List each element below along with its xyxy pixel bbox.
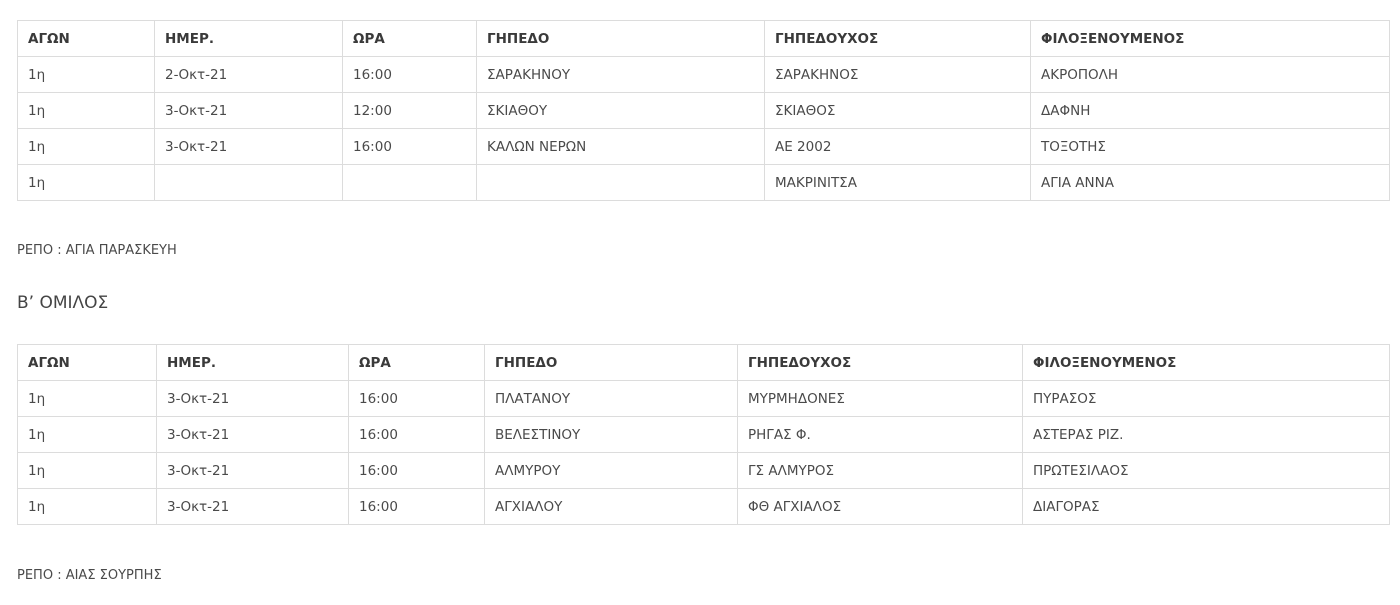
cell-time bbox=[343, 165, 477, 201]
cell-date: 3-Οκτ-21 bbox=[157, 489, 349, 525]
table-row bbox=[18, 381, 1390, 417]
table-row bbox=[18, 417, 1390, 453]
group-b-title: Β’ ΟΜΙΛΟΣ bbox=[17, 293, 109, 313]
header-date: ΗΜΕΡ. bbox=[155, 21, 343, 57]
table-row bbox=[18, 489, 1390, 525]
header-away-team: ΦΙΛΟΞΕΝΟΥΜΕΝΟΣ bbox=[1023, 345, 1390, 381]
cell-agon: 1η bbox=[18, 417, 157, 453]
cell-date: 3-Οκτ-21 bbox=[155, 129, 343, 165]
cell-venue: ΚΑΛΩΝ ΝΕΡΩΝ bbox=[477, 129, 765, 165]
cell-agon: 1η bbox=[18, 165, 155, 201]
cell-home-team: ΦΘ ΑΓΧΙΑΛΟΣ bbox=[738, 489, 1023, 525]
table-row bbox=[18, 129, 1390, 165]
cell-agon: 1η bbox=[18, 489, 157, 525]
cell-home-team: ΑΕ 2002 bbox=[765, 129, 1031, 165]
cell-time: 16:00 bbox=[349, 381, 485, 417]
cell-venue: ΑΛΜΥΡΟΥ bbox=[485, 453, 738, 489]
header-agon: ΑΓΩΝ bbox=[18, 345, 157, 381]
cell-away-team: ΔΙΑΓΟΡΑΣ bbox=[1023, 489, 1390, 525]
cell-date: 2-Οκτ-21 bbox=[155, 57, 343, 93]
cell-agon: 1η bbox=[18, 381, 157, 417]
cell-date: 3-Οκτ-21 bbox=[157, 417, 349, 453]
cell-time: 12:00 bbox=[343, 93, 477, 129]
cell-home-team: ΡΗΓΑΣ Φ. bbox=[738, 417, 1023, 453]
cell-away-team: ΠΡΩΤΕΣΙΛΑΟΣ bbox=[1023, 453, 1390, 489]
cell-date: 3-Οκτ-21 bbox=[157, 453, 349, 489]
bye-team-note: ΡΕΠΟ : ΑΙΑΣ ΣΟΥΡΠΗΣ bbox=[17, 568, 162, 583]
cell-home-team: ΓΣ ΑΛΜΥΡΟΣ bbox=[738, 453, 1023, 489]
cell-time: 16:00 bbox=[349, 453, 485, 489]
cell-away-team: ΑΓΙΑ ΑΝΝΑ bbox=[1031, 165, 1390, 201]
cell-agon: 1η bbox=[18, 129, 155, 165]
fixtures-table-group-a bbox=[17, 20, 1390, 201]
cell-away-team: ΤΟΞΟΤΗΣ bbox=[1031, 129, 1390, 165]
header-venue: ΓΗΠΕΔΟ bbox=[485, 345, 738, 381]
cell-agon: 1η bbox=[18, 453, 157, 489]
cell-home-team: ΜΑΚΡΙΝΙΤΣΑ bbox=[765, 165, 1031, 201]
header-home-team: ΓΗΠΕΔΟΥΧΟΣ bbox=[738, 345, 1023, 381]
cell-venue: ΠΛΑΤΑΝΟΥ bbox=[485, 381, 738, 417]
cell-home-team: ΣΑΡΑΚΗΝΟΣ bbox=[765, 57, 1031, 93]
cell-home-team: ΜΥΡΜΗΔΟΝΕΣ bbox=[738, 381, 1023, 417]
cell-time: 16:00 bbox=[349, 489, 485, 525]
header-agon: ΑΓΩΝ bbox=[18, 21, 155, 57]
table-header-row bbox=[18, 21, 1390, 57]
cell-away-team: ΑΚΡΟΠΟΛΗ bbox=[1031, 57, 1390, 93]
cell-time: 16:00 bbox=[349, 417, 485, 453]
header-venue: ΓΗΠΕΔΟ bbox=[477, 21, 765, 57]
header-date: ΗΜΕΡ. bbox=[157, 345, 349, 381]
table-header-row bbox=[18, 345, 1390, 381]
cell-date: 3-Οκτ-21 bbox=[157, 381, 349, 417]
cell-date: 3-Οκτ-21 bbox=[155, 93, 343, 129]
header-time: ΩΡΑ bbox=[343, 21, 477, 57]
fixtures-page bbox=[17, 20, 1389, 583]
cell-away-team: ΑΣΤΕΡΑΣ ΡΙΖ. bbox=[1023, 417, 1390, 453]
cell-venue bbox=[477, 165, 765, 201]
cell-home-team: ΣΚΙΑΘΟΣ bbox=[765, 93, 1031, 129]
header-time: ΩΡΑ bbox=[349, 345, 485, 381]
header-away-team: ΦΙΛΟΞΕΝΟΥΜΕΝΟΣ bbox=[1031, 21, 1390, 57]
cell-venue: ΣΚΙΑΘΟΥ bbox=[477, 93, 765, 129]
cell-away-team: ΠΥΡΑΣΟΣ bbox=[1023, 381, 1390, 417]
table-row bbox=[18, 165, 1390, 201]
cell-time: 16:00 bbox=[343, 129, 477, 165]
cell-date bbox=[155, 165, 343, 201]
fixtures-table-group-b bbox=[17, 344, 1390, 525]
bye-team-note: ΡΕΠΟ : ΑΓΙΑ ΠΑΡΑΣΚΕΥΗ bbox=[17, 243, 177, 258]
table-row bbox=[18, 57, 1390, 93]
header-home-team: ΓΗΠΕΔΟΥΧΟΣ bbox=[765, 21, 1031, 57]
cell-venue: ΑΓΧΙΑΛΟΥ bbox=[485, 489, 738, 525]
cell-agon: 1η bbox=[18, 57, 155, 93]
table-row bbox=[18, 93, 1390, 129]
cell-venue: ΣΑΡΑΚΗΝΟΥ bbox=[477, 57, 765, 93]
cell-venue: ΒΕΛΕΣΤΙΝΟΥ bbox=[485, 417, 738, 453]
table-row bbox=[18, 453, 1390, 489]
cell-agon: 1η bbox=[18, 93, 155, 129]
cell-away-team: ΔΑΦΝΗ bbox=[1031, 93, 1390, 129]
cell-time: 16:00 bbox=[343, 57, 477, 93]
